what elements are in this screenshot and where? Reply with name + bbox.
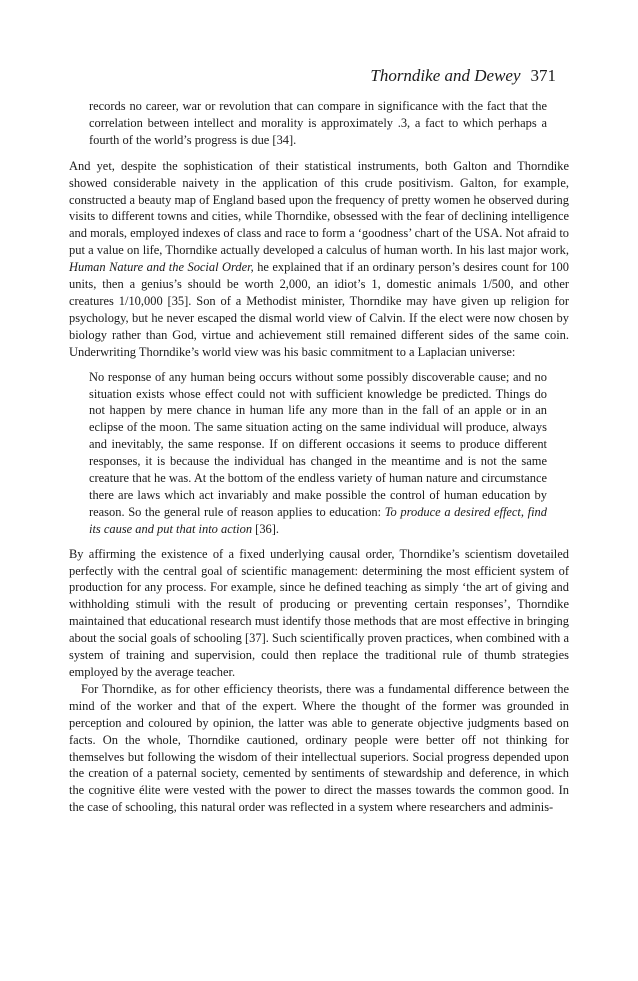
quote-text: No response of any human being occurs without some possibly discoverable cause; and no situation exists whose effect could not with sufficient knowledge be predicted. Things do not happen by mere chance in human life any more than in the fall of an apple or in an eclipse of the moon. The same situation acting on the same individual will produce, always and inevitably, the same response. If on different occasions it seems to produce different responses, it is because the individual has changed in the meantime and is not the same creature that he was. At the bottom of the endless variety of human nature and circumstance there are laws which act invariably and make possible the control of human education by reason. So the general rule of reason applies to education: bbox=[89, 369, 547, 519]
page-body bbox=[69, 96, 569, 816]
book-title: Human Nature and the Social Order, bbox=[69, 260, 254, 275]
page-number: 371 bbox=[530, 66, 556, 85]
running-header bbox=[370, 66, 556, 86]
running-title: Thorndike and Dewey bbox=[370, 66, 521, 85]
paragraph-text: And yet, despite the sophistication of their statistical instruments, both Galton and Thorndike showed considerable naivety in the application of this crude positivism. Galton, for example, constructed a beauty map of England based upon the frequency of pretty women he observed during visits to different towns and cities, while Thorndike, obsessed with the fear of declining intelligence and morals, employed indexes of class and race to form a ‘goodness’ chart of the USA. Not afraid to put a value on life, Thorndike actually developed a calculus of human worth. In his last major work, bbox=[69, 158, 569, 258]
block-quote-laplacian bbox=[69, 369, 569, 538]
quote-emphasis: To produce a desired effect, find its cause and put that into action bbox=[89, 504, 547, 536]
quote-citation: [36]. bbox=[252, 521, 280, 536]
paragraph-efficiency-theorists: For Thorndike, as for other efficiency theorists, there was a fundamental difference between the mind of the worker and that of the expert. Where the thought of the former was grounded in perception and coloured by opinion, the latter was able to generate objective judgments based on facts. On the whole, Thorndike cautioned, ordinary people were better off not thinking for themselves but following the wisdom of their intellectual superiors. Social progress depended upon the creation of a paternal society, cemented by sentiments of stewardship and deference, in which the cognitive élite were vested with the power to direct the masses towards the common good. In the case of schooling, this natural order was reflected in a system where researchers and adminis- bbox=[69, 681, 569, 815]
paragraph-scientism: By affirming the existence of a fixed underlying causal order, Thorndike’s scientism dovetailed perfectly with the central goal of scientific management: determining the most efficient system of production for any process. For example, since he defined teaching as simply ‘the art of giving and withholding stimuli with the result of producing or preventing certain responses’, Thorndike maintained that educational research must identify those methods that are most effective in bringing about the social goals of schooling [37]. Such scientifically proven practices, when combined with a system of training and supervision, could then replace the traditional rule of thumb strategies employed by the average teacher. bbox=[69, 546, 569, 679]
block-quote-continued: records no career, war or revolution that can compare in significance with the fact that the correlation between intellect and morality is approximately .3, a fact to which perhaps a fourth of the world’s progress is due [34]. bbox=[89, 99, 547, 147]
paragraph-galton-thorndike bbox=[69, 158, 569, 361]
paragraph-text: he explained that if an ordinary person’s desires count for 100 units, then a genius’s should be worth 2,000, an idiot’s 1, domestic animals 1/500, and other creatures 1/10,000 [35]. Son of a Methodist minister, Thorndike may have given up religion for psychology, but he never escaped the dismal world view of Calvin. If the elect were now chosen by biology rather than God, virtue and achievement still remained different sides of the same coin. Underwriting Thorndike’s world view was his basic commitment to a Laplacian universe: bbox=[69, 260, 569, 359]
